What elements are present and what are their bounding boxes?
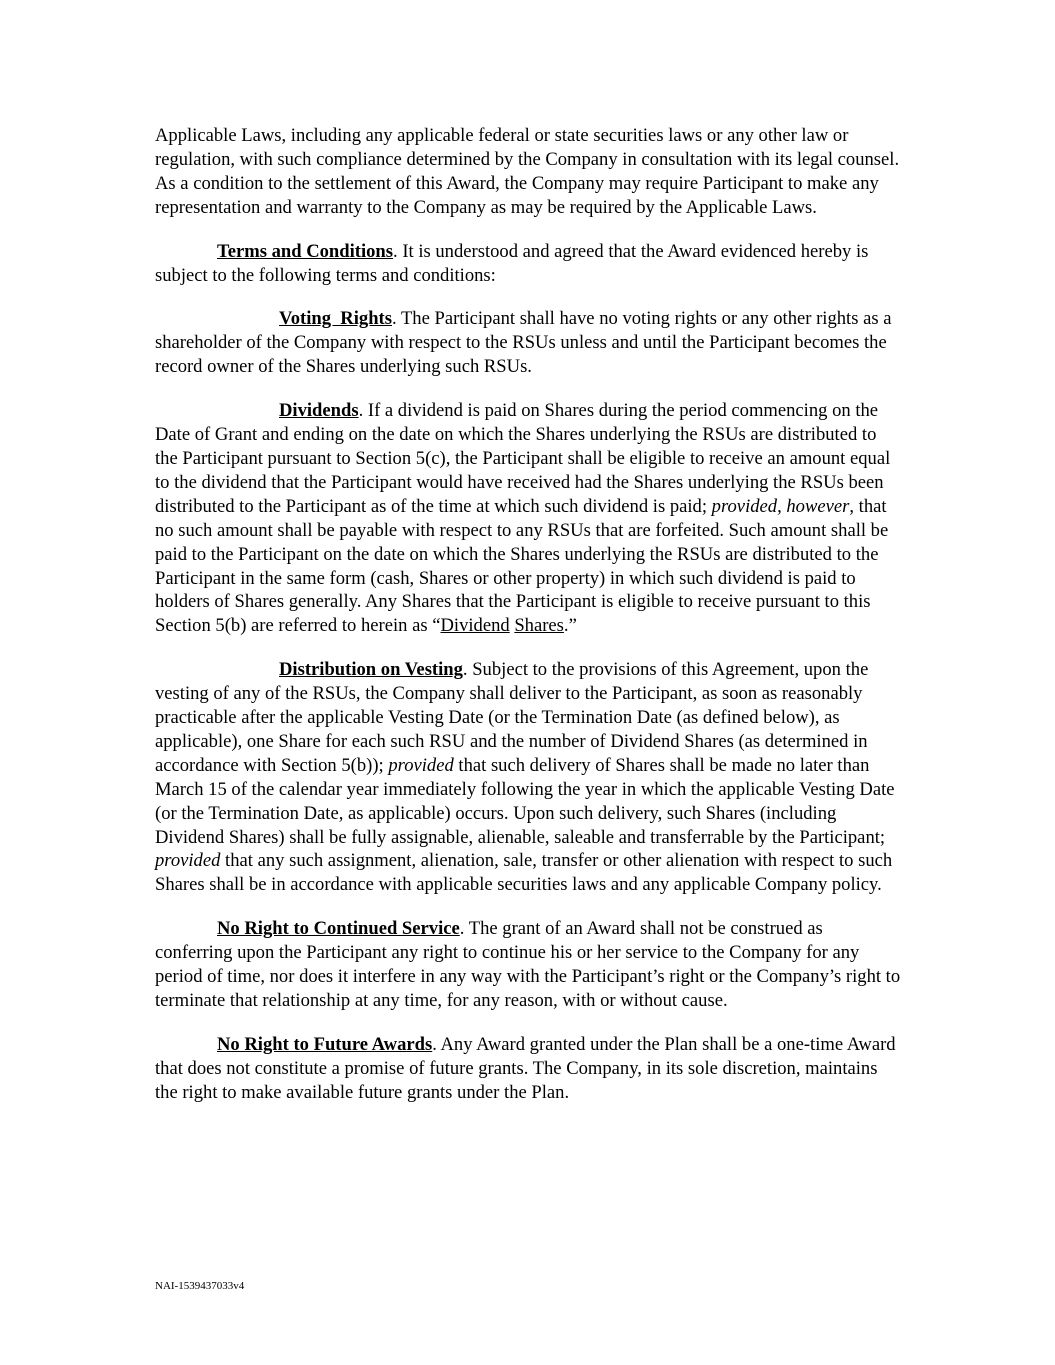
terms-and-conditions-paragraph bbox=[155, 240, 903, 288]
voting-rights-paragraph bbox=[155, 307, 903, 379]
voting-rights-heading: Voting Rights bbox=[279, 308, 392, 330]
distribution-proviso-2: provided bbox=[155, 850, 221, 872]
document-body bbox=[155, 124, 903, 1125]
distribution-on-vesting-paragraph bbox=[155, 658, 903, 897]
dividends-heading: Dividends bbox=[279, 400, 359, 422]
distribution-on-vesting-heading: Distribution on Vesting bbox=[279, 659, 463, 681]
distribution-text-1: . Subject to the provisions of this Agreement, upon the vesting of any of the RSUs, the Company shall deliver to the Participant, as soon as reasonably practicable after the applicable Vesting Date (or the Termination Date (as defined below), as applicable), one Share for each such RSU and the number of Dividend Shares (as determined in accordance with Section 5(b)); bbox=[155, 659, 869, 776]
distribution-text-2: that such delivery of Shares shall be made no later than March 15 of the calendar year immediately following the year in which the applicable Vesting Date (or the Termination Date, as applicable) occurs. Upon such delivery, such Shares (including Dividend Shares) shall be fully assignable, alienable, saleable and transferrable by the Participant; bbox=[155, 754, 895, 848]
dividends-text-2: , that no such amount shall be payable with respect to any RSUs that are forfeited. Such amount shall be paid to the Participant on the date on which the Shares underlying the RSUs are distributed to the Participant in the same form (cash, Shares or other property) in which such dividend is paid to holders of Shares generally. Any Shares that the Participant is eligible to receive pursuant to this Section 5(b) are referred to herein as “ bbox=[155, 495, 889, 637]
dividends-proviso: provided, however bbox=[711, 495, 850, 517]
voting-rights-text: . The Participant shall have no voting rights or any other rights as a shareholder of the Company with respect to the RSUs unless and until the Participant becomes the record owner of the Shares underlying such RSUs. bbox=[155, 308, 892, 378]
terms-and-conditions-heading: Terms and Conditions bbox=[217, 240, 394, 262]
dividends-text-3: .” bbox=[563, 615, 577, 637]
continued-service-text: . The grant of an Award shall not be construed as conferring upon the Participant any right to continue his or her service to the Company for any period of time, nor does it interfere in any way with the Participant’s right or the Company’s right to terminate that relationship at any time, for any reason, with or without cause. bbox=[155, 918, 901, 1011]
applicable-laws-text: Applicable Laws, including any applicable federal or state securities laws or any other law or regulation, with such compliance determined by the Company in consultation with its legal counsel. As a condition to the settlement of this Award, the Company may require Participant to make any representation and warranty to the Company as may be required by the Applicable Laws. bbox=[155, 125, 900, 218]
continued-service-paragraph bbox=[155, 917, 903, 1013]
distribution-proviso-1: provided bbox=[388, 754, 454, 776]
dividend-defined-term-word-1: Dividend bbox=[440, 615, 510, 637]
dividend-defined-term-word-2: Shares bbox=[514, 615, 564, 637]
terms-and-conditions-text: . It is understood and agreed that the Award evidenced hereby is subject to the following terms and conditions: bbox=[155, 240, 869, 286]
dividends-paragraph bbox=[155, 399, 903, 638]
future-awards-text: . Any Award granted under the Plan shall be a one-time Award that does not constitute a promise of future grants. The Company, in its sole discretion, maintains the right to make available future grants under the Plan. bbox=[155, 1033, 896, 1103]
future-awards-paragraph bbox=[155, 1033, 903, 1105]
continued-service-heading: No Right to Continued Service bbox=[217, 918, 460, 940]
future-awards-heading: No Right to Future Awards bbox=[217, 1033, 433, 1055]
applicable-laws-paragraph bbox=[155, 124, 903, 220]
document-id-footer: NAI-1539437033v4 bbox=[155, 1280, 245, 1292]
dividends-text-1: . If a dividend is paid on Shares during the period commencing on the Date of Grant and ending on the date on which the Shares underlying the RSUs are distributed to the Participant pursuant to Section 5(c), the Participant shall be eligible to receive an amount equal to the dividend that the Participant would have received had the Shares underlying the RSUs been distributed to the Participant as of the time at which such dividend is paid; bbox=[155, 400, 891, 517]
distribution-text-3: that any such assignment, alienation, sale, transfer or other alienation with respect to such Shares shall be in accordance with applicable securities laws and any applicable Company policy. bbox=[155, 850, 893, 896]
